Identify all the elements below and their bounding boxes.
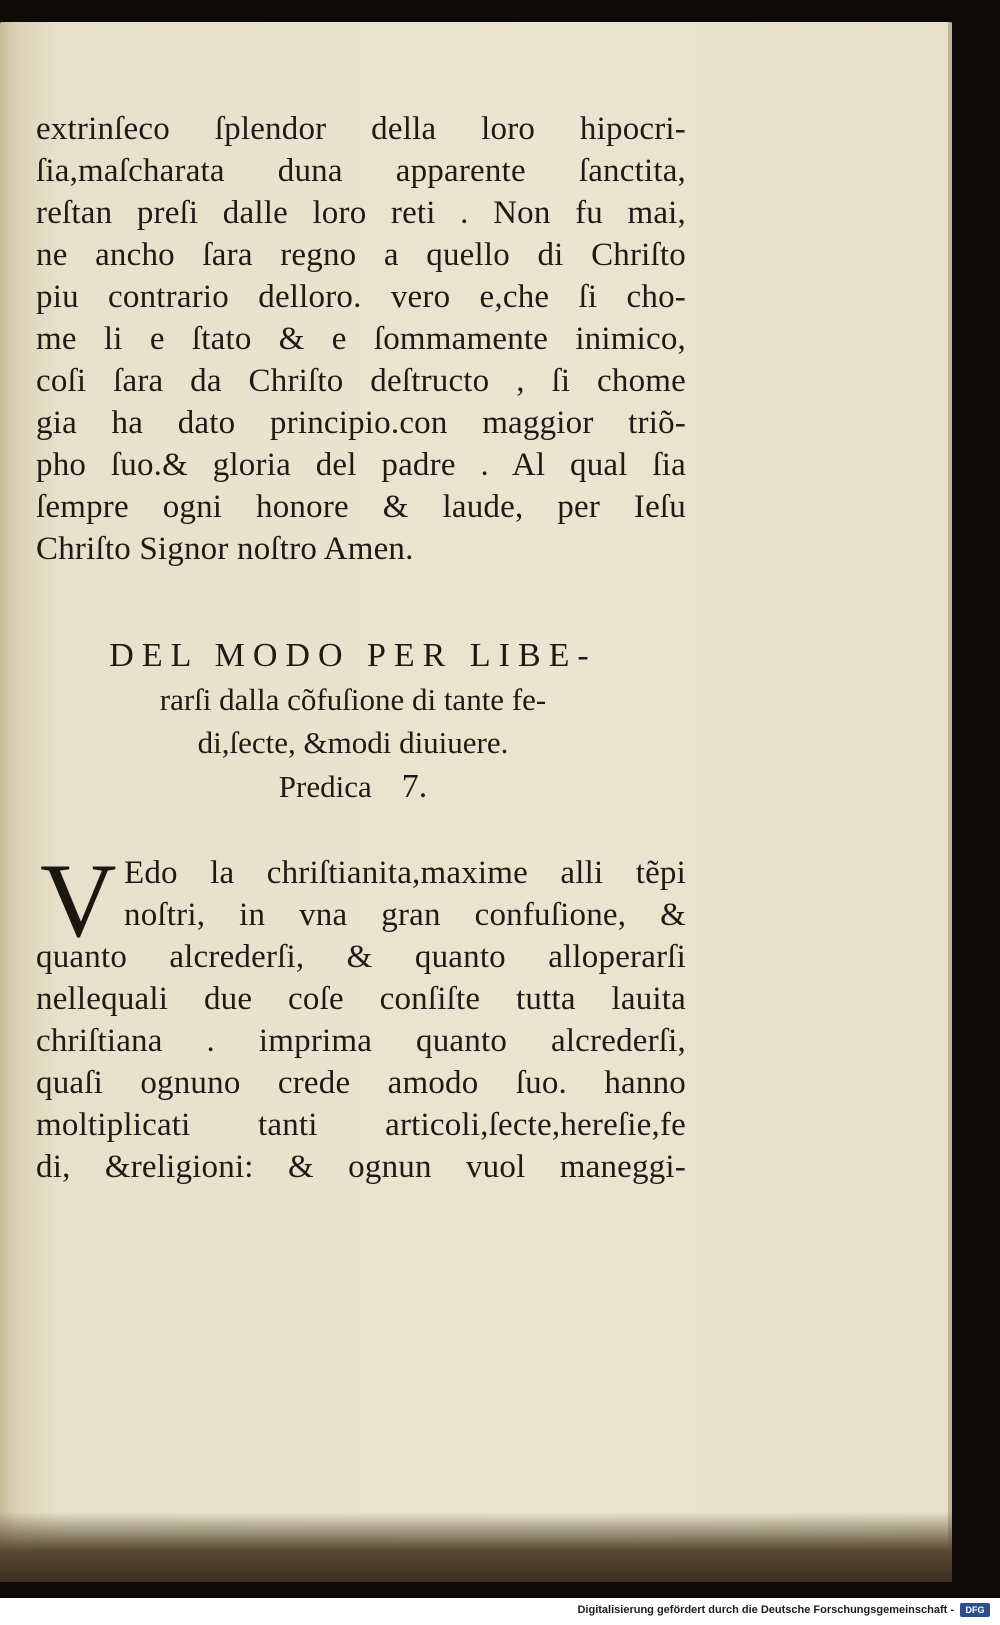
drop-cap: V [40, 842, 117, 959]
text-line: di, &religioni: & ognun vuol maneggi- [36, 1149, 686, 1185]
heading-caps-line: DEL MODO PER LIBE- [109, 637, 597, 674]
text-line: Chriſto Signor noſtro Amen. [36, 531, 414, 567]
text-line: noſtri, in vna gran confuſione, & [124, 897, 686, 933]
text-line: pho ſuo.& gloria del padre . Al qual ſia [36, 447, 686, 483]
funding-credit: Digitalisierung gefördert durch die Deutsche Forschungsgemeinschaft - [577, 1604, 954, 1616]
text-line: coſi ſara da Chriſto deſtructo , ſi chome [36, 363, 686, 399]
predica-label: Predica [278, 769, 372, 804]
text-line: ſia,maſcharata duna apparente ſanctita, [36, 153, 686, 189]
text-line: ne ancho ſara regno a quello di Chriſto [36, 237, 686, 273]
text-line: nellequali due coſe conſiſte tutta lauita [36, 981, 686, 1017]
section-heading [58, 634, 648, 810]
digitization-footer [0, 1598, 1000, 1625]
text-line: chriſtiana . imprima quanto alcrederſi, [36, 1023, 686, 1059]
predica-number: 7. [401, 768, 428, 805]
text-line: quanto alcrederſi, & quanto alloperarſi [36, 939, 686, 975]
text-line: moltiplicati tanti articoli,ſecte,hereſie,fe [36, 1107, 686, 1143]
text-line: Edo la chriſtianita,maxime alli tẽpi [124, 855, 686, 891]
heading-line: di,ſecte, &modi diuiuere. [197, 725, 509, 760]
dfg-logo: DFG [960, 1603, 990, 1617]
text-line: quaſi ognuno crede amodo ſuo. hanno [36, 1065, 686, 1101]
sermon-label [58, 764, 648, 810]
text-line: ſempre ogni honore & laude, per Ieſu [36, 489, 686, 525]
paragraph-1 [36, 108, 686, 570]
page-edge [948, 22, 952, 1582]
text-line: gia ha dato principio.con maggior triõ- [36, 405, 686, 441]
text-line: me li e ſtato & e ſommamente inimico, [36, 321, 686, 357]
text-line: piu contrario delloro. vero e,che ſi cho- [36, 279, 686, 315]
paragraph-2 [36, 842, 686, 1188]
text-line: reſtan preſi dalle loro reti . Non fu mai, [36, 195, 686, 231]
text-line: extrinſeco ſplendor della loro hipocri- [36, 111, 686, 147]
book-page [0, 22, 952, 1582]
heading-line: rarſi dalla cõfuſione di tante fe- [159, 682, 547, 717]
